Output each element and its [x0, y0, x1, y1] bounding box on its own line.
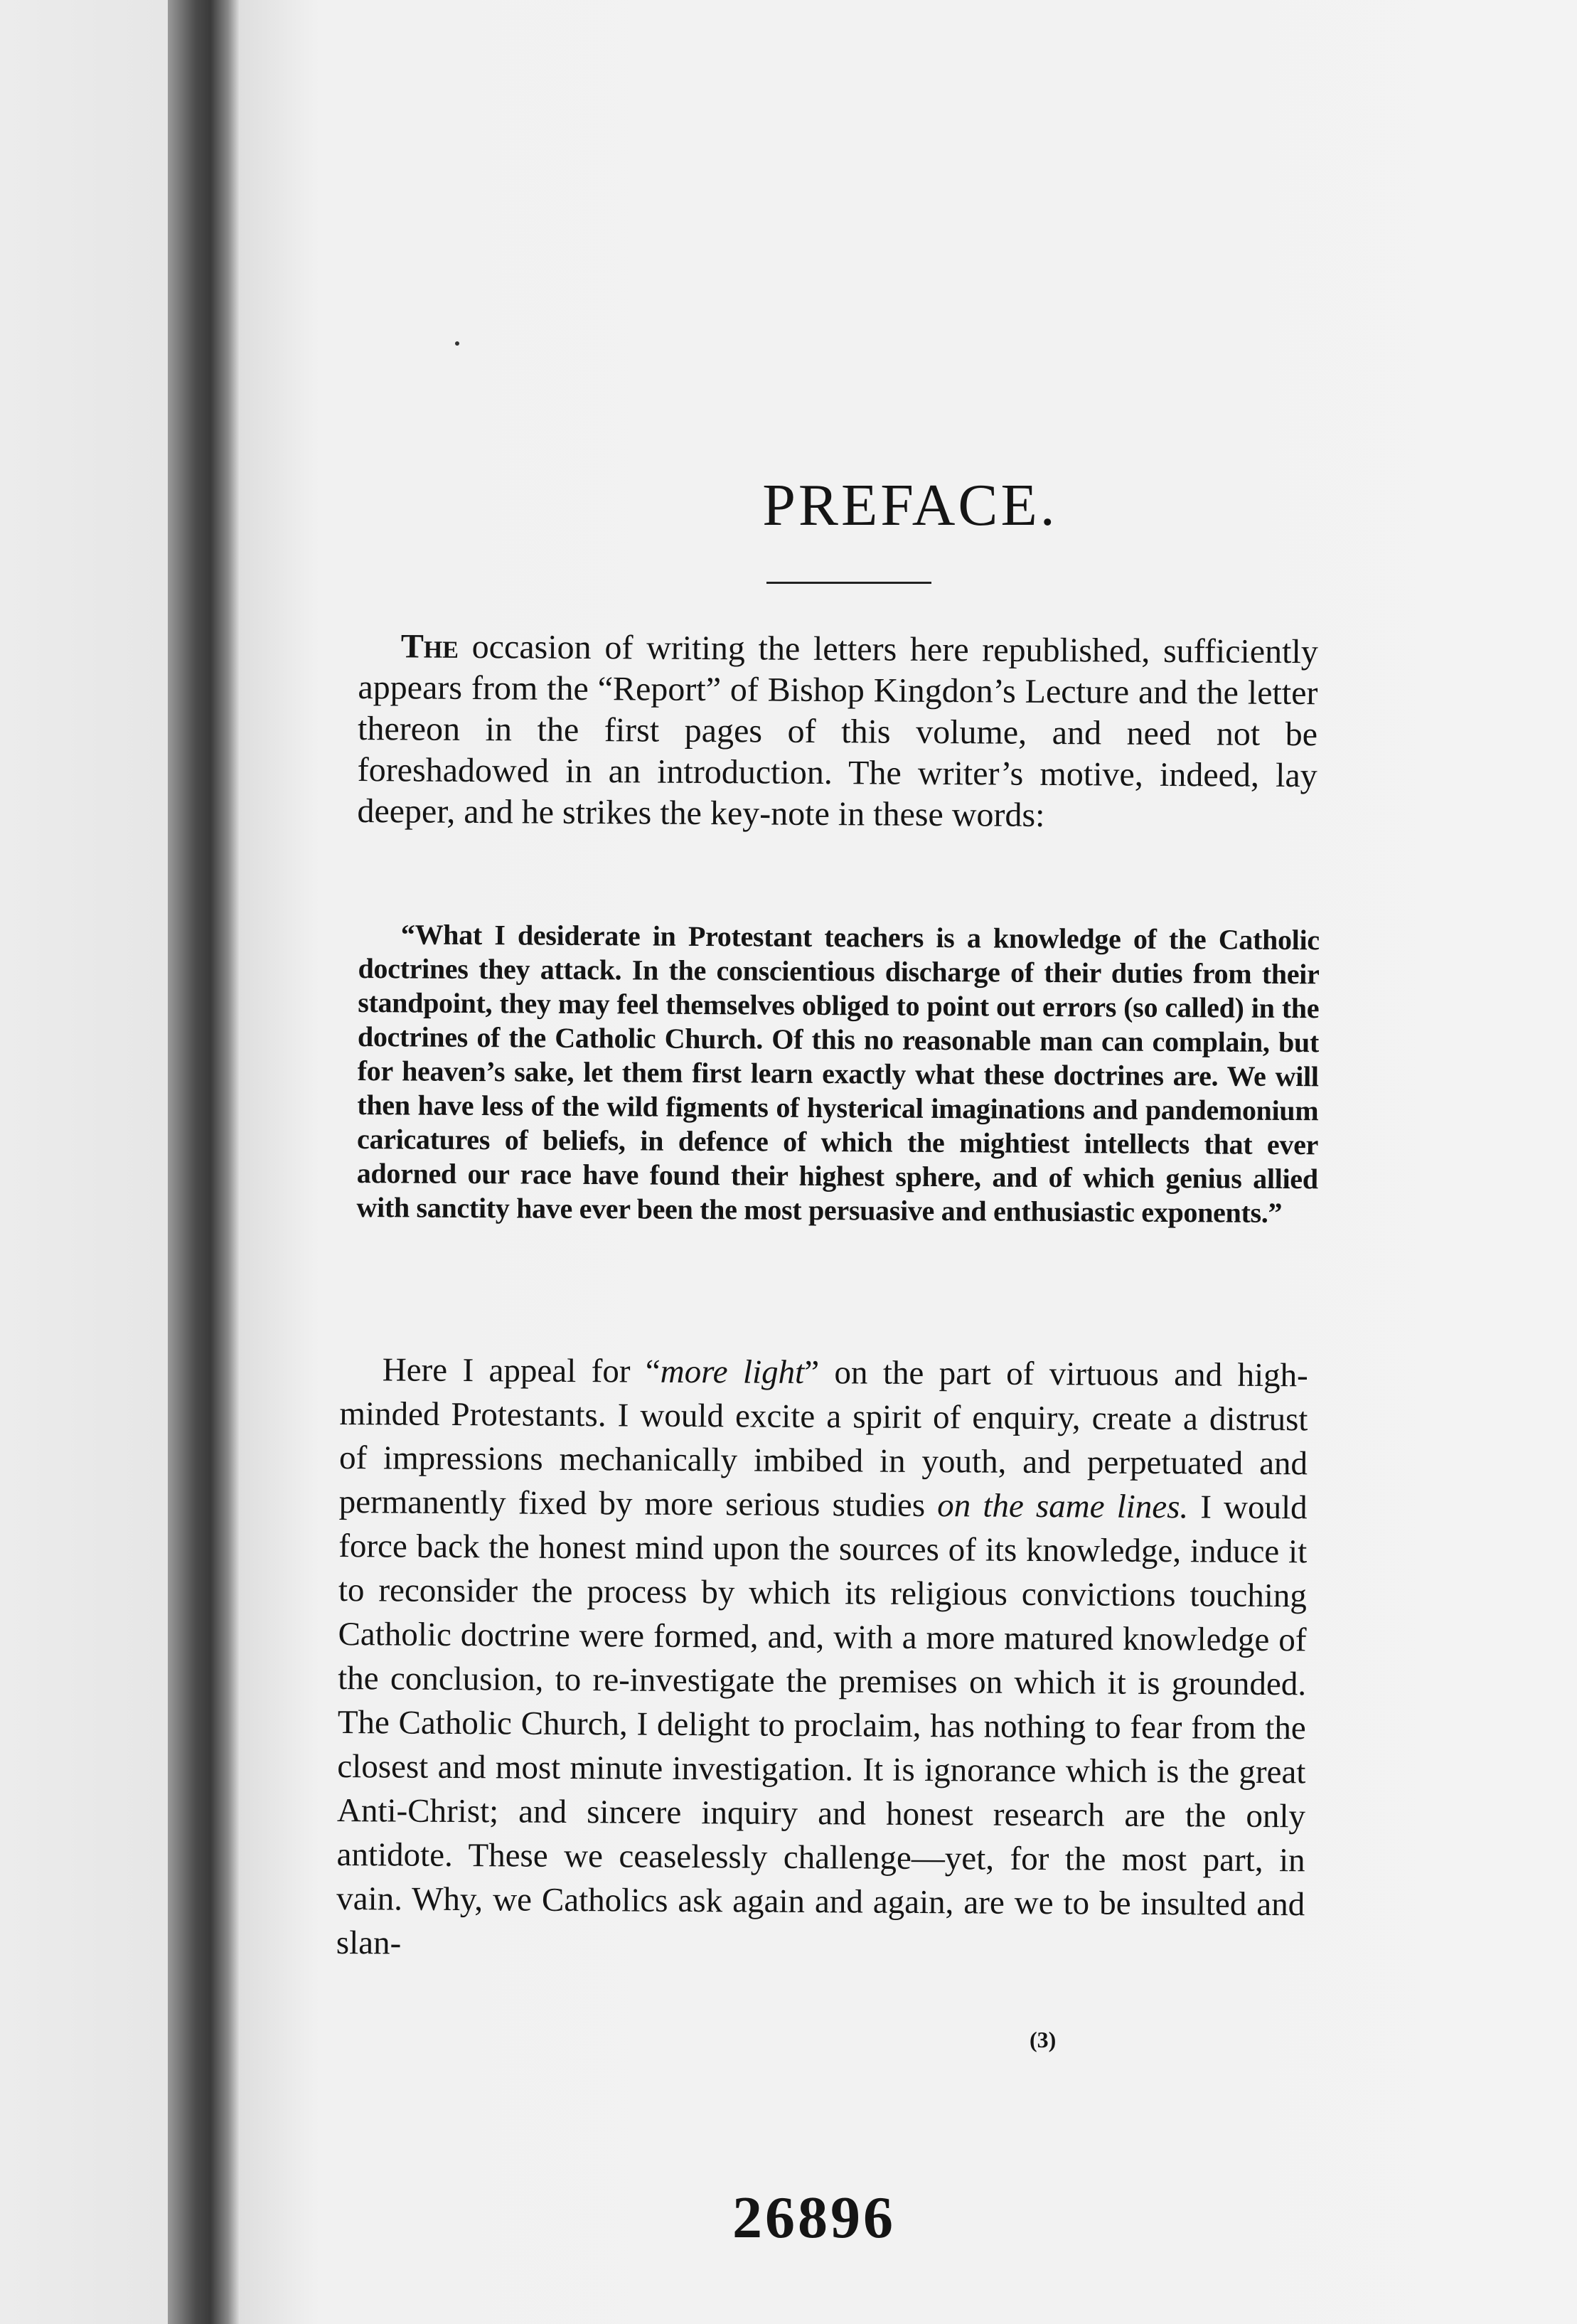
- opening-word: The: [400, 627, 459, 666]
- paragraph-appeal-text-c: I would force back the honest mind upon the sources of its knowledge, induce it to reconsider the process by which its religious convictions touching Catholic doctrine were formed, and, with a more matured knowledge of the conclusion, to re-investigate the premises on which it is grounded. The Catholic Church, I delight to proclaim, has nothing to fear from the closest and most minute investigation. It is ignorance which is the great Anti-Christ; and sincere inquiry and honest research are the only antidote. These we ceaselessly challenge—yet, for the most part, in vain. Why, we Catholics ask again and again, are we to be insulted and slan-: [336, 1488, 1308, 1962]
- facing-page-margin: [0, 0, 168, 2324]
- paragraph-intro-text: occasion of writing the letters here republished, sufficiently appears from the “Report” of Bishop Kingdon’s Lecture and the letter thereon in the first pages of this volume, and need not be foreshadowed in an introduction. The writer’s motive, indeed, lay deeper, and he strikes the key-note in these words:: [357, 627, 1318, 834]
- paragraph-appeal-text-b: ” on the part of virtuous and high-minded Protestants. I would excite a spirit of enquiry, create a distrust of impressions mechanically imbibed in youth, and perpetuated and permanently fixed by more serious studies: [338, 1353, 1308, 1525]
- page-title: PREFACE.: [762, 472, 1058, 538]
- italic-same-lines: on the same lines.: [937, 1487, 1189, 1526]
- book-gutter: [168, 0, 239, 2324]
- paragraph-appeal: [336, 1348, 1308, 1971]
- title-rule: [766, 582, 931, 584]
- paragraph-intro: [357, 626, 1318, 838]
- page-number: (3): [1030, 2027, 1057, 2052]
- paragraph-appeal-text-a: Here I appeal for “: [382, 1351, 661, 1390]
- library-stamp-number: 26896: [732, 2185, 896, 2251]
- block-quotation: “What I desiderate in Protestant teachers is a knowledge of the Catholic doctrines they attack. In the conscientious discharge of their duties from their standpoint, they may feel themselves obliged to point out errors (so called) in the doctrines of the Catholic Church. Of this no reasonable man can complain, but for heaven’s sake, let them first learn exactly what these doctrines are. We will then have less of the wild figments of hysterical imaginations and pandemonium caricatures of beliefs, in defence of which the mightiest intellects that ever adorned our race have found their highest sphere, and of which genius allied with sanctity have ever been the most persuasive and enthusiastic exponents.”: [356, 918, 1320, 1229]
- ink-speck: [455, 341, 459, 346]
- italic-more-light: more light: [660, 1353, 805, 1391]
